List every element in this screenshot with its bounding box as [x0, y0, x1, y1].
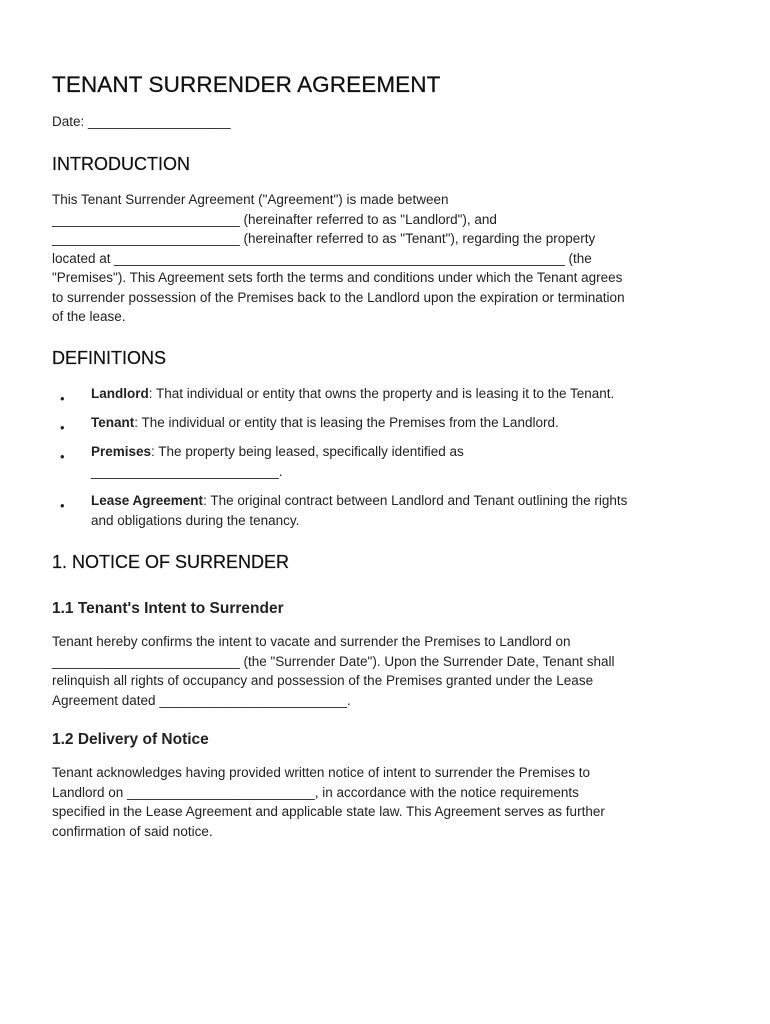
introduction-heading: INTRODUCTION — [52, 154, 190, 174]
subsection-1-2-heading: 1.2 Delivery of Notice — [52, 731, 209, 748]
bullet-icon: • — [60, 498, 65, 513]
definition-item-premises — [52, 442, 732, 481]
definition-term: Landlord — [91, 386, 149, 401]
definition-term: Tenant — [91, 415, 135, 430]
introduction-paragraph — [52, 190, 722, 327]
definition-text: : The property being leased, specifically identified as — [151, 444, 464, 459]
subsection-1-1-paragraph — [52, 632, 722, 710]
definitions-heading: DEFINITIONS — [52, 348, 167, 368]
bullet-icon: • — [60, 391, 65, 406]
definition-term: Lease Agreement — [91, 493, 204, 508]
definition-text: _________________________. — [91, 463, 283, 479]
definition-item-lease-agreement — [52, 491, 732, 530]
definition-text: : That individual or entity that owns the property and is leasing it to the Tenant. — [148, 386, 615, 401]
paragraph-line: specified in the Lease Agreement and applicable state law. This Agreement serves as further — [52, 804, 605, 819]
section-1-heading: 1. NOTICE OF SURRENDER — [52, 552, 290, 572]
introduction-line: _________________________ (hereinafter referred to as "Tenant"), regarding the property — [52, 231, 596, 246]
introduction-line: located at ____________________________________________________________ (the — [52, 250, 592, 266]
introduction-line: "Premises"). This Agreement sets forth the terms and conditions under which the Tenant agrees — [52, 270, 623, 285]
paragraph-line: Tenant acknowledges having provided written notice of intent to surrender the Premises to — [52, 765, 591, 780]
subsection-1-1-heading: 1.1 Tenant's Intent to Surrender — [52, 600, 284, 617]
document-title: TENANT SURRENDER AGREEMENT — [52, 72, 441, 97]
definition-item-tenant — [52, 413, 732, 433]
bullet-icon: • — [60, 449, 65, 464]
introduction-line: to surrender possession of the Premises back to the Landlord upon the expiration or termination — [52, 289, 625, 305]
paragraph-line: confirmation of said notice. — [52, 823, 213, 839]
paragraph-line: Landlord on _________________________, in accordance with the notice requirements — [52, 784, 579, 800]
date-line: Date: ___________________ — [52, 114, 231, 129]
definition-text: : The individual or entity that is leasing the Premises from the Landlord. — [134, 415, 559, 430]
introduction-line: of the lease. — [52, 309, 126, 324]
paragraph-line: relinquish all rights of occupancy and possession of the Premises granted under the Lease — [52, 673, 594, 688]
definition-term: Premises — [91, 444, 152, 459]
paragraph-line: _________________________ (the "Surrender Date"). Upon the Surrender Date, Tenant shall — [52, 653, 615, 669]
introduction-line: This Tenant Surrender Agreement ("Agreement") is made between — [52, 192, 449, 207]
definition-text: and obligations during the tenancy. — [91, 512, 300, 528]
subsection-1-2-paragraph — [52, 763, 722, 841]
definition-text: : The original contract between Landlord and Tenant outlining the rights — [203, 493, 628, 508]
paragraph-line: Tenant hereby confirms the intent to vacate and surrender the Premises to Landlord on — [52, 634, 571, 649]
paragraph-line: Agreement dated _________________________. — [52, 692, 351, 708]
bullet-icon: • — [60, 420, 65, 435]
introduction-line: _________________________ (hereinafter referred to as "Landlord"), and — [52, 211, 497, 227]
definition-item-landlord — [52, 384, 732, 404]
